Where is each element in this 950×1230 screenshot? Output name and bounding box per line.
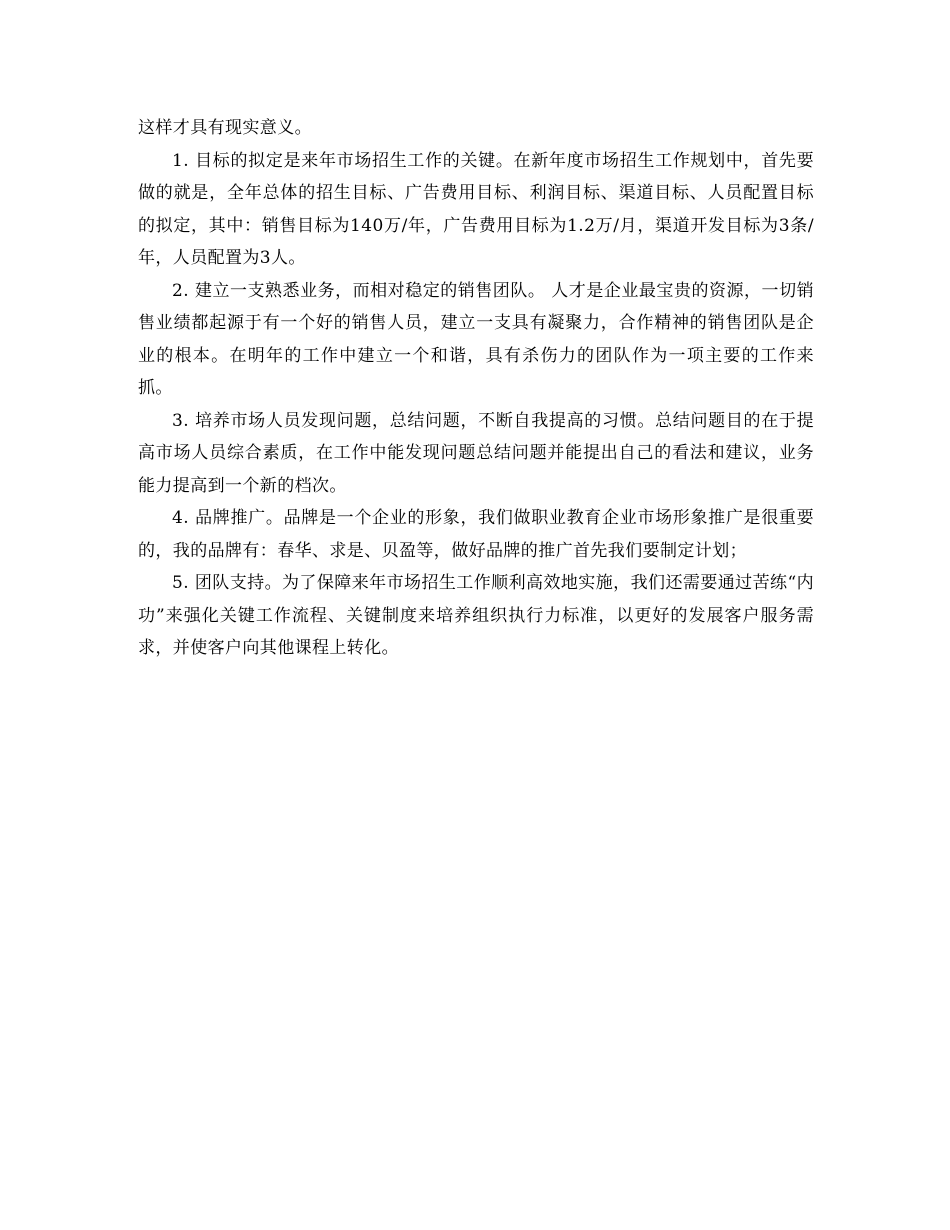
paragraph-goal-setting: 1. 目标的拟定是来年市场招生工作的关键。在新年度市场招生工作规划中，首先要做的就是，全年总体的招生目标、广告费用目标、利润目标、渠道目标、人员配置目标的拟定，其中：销售目标为140万/年，广告费用目标为1.2万/月，渠道开发目标为3条/年，人员配置为3人。 bbox=[138, 150, 814, 268]
paragraph-team-support: 5. 团队支持。为了保障来年市场招生工作顺利高效地实施，我们还需要通过苦练“内功”来强化关键工作流程、关键制度来培养组织执行力标准，以更好的发展客户服务需求，并使客户向其他课程上转化。 bbox=[138, 573, 814, 658]
paragraph-sales-team: 2. 建立一支熟悉业务，而相对稳定的销售团队。 人才是企业最宝贵的资源，一切销售业绩都起源于有一个好的销售人员，建立一支具有凝聚力，合作精神的销售团队是企业的根本。在明年的工作中建立一个和谐，具有杀伤力的团队作为一项主要的工作来抓。 bbox=[138, 280, 814, 398]
document-body bbox=[138, 112, 814, 665]
paragraph-brand-promotion: 4. 品牌推广。品牌是一个企业的形象，我们做职业教育企业市场形象推广是很重要的，我的品牌有：春华、求是、贝盈等，做好品牌的推广首先我们要制定计划； bbox=[138, 508, 814, 561]
intro-paragraph: 这样才具有现实意义。 bbox=[138, 118, 312, 138]
paragraph-staff-training: 3. 培养市场人员发现问题，总结问题，不断自我提高的习惯。总结问题目的在于提高市场人员综合素质，在工作中能发现问题总结问题并能提出自己的看法和建议，业务能力提高到一个新的档次。 bbox=[138, 410, 814, 496]
